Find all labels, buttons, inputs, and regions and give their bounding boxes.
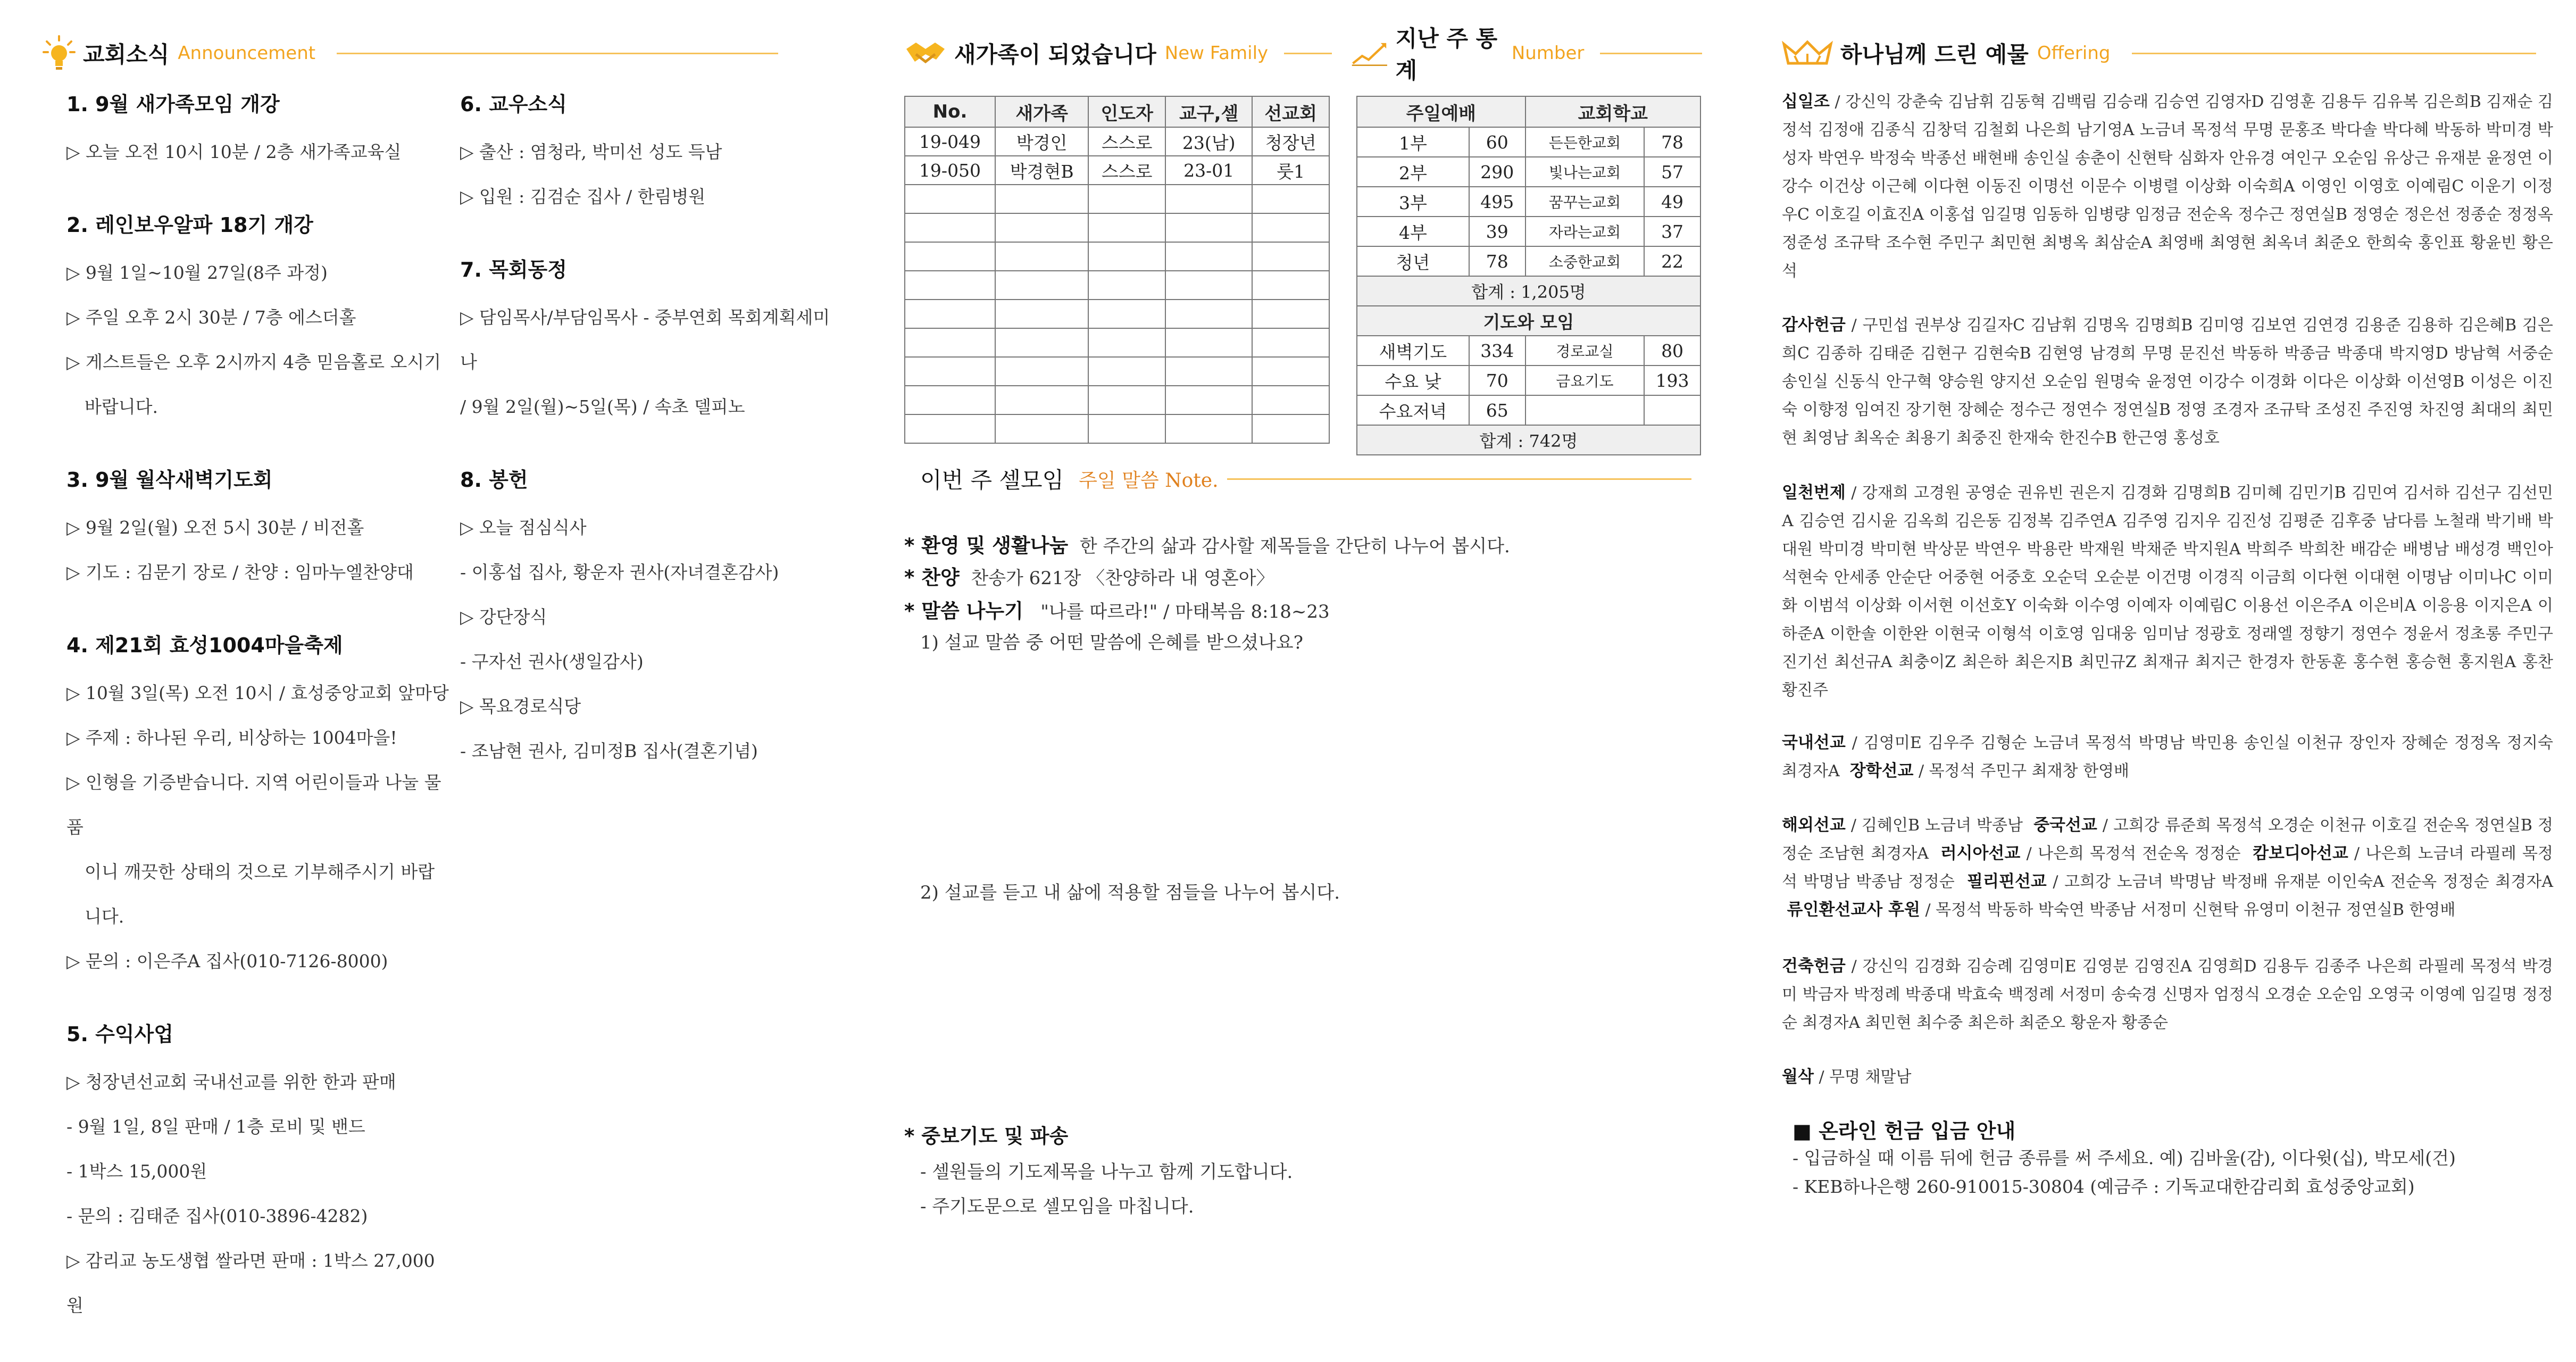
announcement-item-line: - 문의 : 김태준 집사(010-3896-4282) <box>66 1206 368 1226</box>
online-offering-info <box>1793 1115 2553 1201</box>
announcement-item-line: 바랍니다. <box>85 396 159 417</box>
announcement-item-heading: 7. 목회동정 <box>460 258 567 281</box>
offering-scholar-label: 장학선교 <box>1849 761 1914 780</box>
announcement-list-right <box>460 88 843 808</box>
new-family-cell <box>995 414 1088 443</box>
announcement-item <box>66 629 449 984</box>
table-row <box>905 156 1329 185</box>
new-family-cell <box>905 328 995 357</box>
new-family-header <box>904 29 1332 77</box>
new-family-cell <box>905 386 995 414</box>
offering-overseas-names: / 김혜인B 노금녀 박종남 <box>1845 816 2023 835</box>
table-row-empty <box>905 271 1329 300</box>
stats-cell: 꿈꾸는교회 <box>1525 187 1644 217</box>
table-row-empty <box>905 185 1329 213</box>
offering-title: 하나님께 드린 예물 <box>1840 41 2029 68</box>
offering-overseas <box>1782 811 2553 924</box>
announcement-item-heading: 5. 수익사업 <box>66 1023 173 1046</box>
new-family-cell <box>1165 242 1252 271</box>
new-family-cell <box>905 271 995 300</box>
cell-meeting-title: 이번 주 셀모임 <box>920 467 1064 493</box>
cell-question-1: 1) 설교 말씀 중 어떤 말씀에 은혜를 받으셨나요? <box>920 632 1303 653</box>
announcement-item <box>460 463 843 774</box>
stats-cell: 22 <box>1644 246 1700 276</box>
new-family-column-header: 인도자 <box>1088 96 1165 127</box>
offering-china-label: 중국선교 <box>2033 816 2097 835</box>
stats-cell: 청년 <box>1357 246 1469 276</box>
cell-meeting-divider <box>1227 478 1691 480</box>
stats-cell: 빛나는교회 <box>1525 157 1644 187</box>
new-family-table <box>904 96 1330 444</box>
new-family-cell <box>1088 357 1165 386</box>
stats-cell <box>1644 395 1700 425</box>
new-family-cell <box>905 185 995 213</box>
announcement-item-line: ▷ 출산 : 염청라, 박미선 성도 득남 <box>460 142 722 162</box>
announcement-item-line: ▷ 주일 오후 2시 30분 / 7층 에스더홀 <box>66 307 356 328</box>
offering-overseas-label: 해외선교 <box>1782 816 1846 835</box>
offering-divider <box>2132 53 2536 54</box>
table-row <box>1357 157 1700 187</box>
stats-cell: 78 <box>1644 127 1700 157</box>
offering-building <box>1782 952 2553 1037</box>
table-row <box>1357 306 1700 336</box>
offering-ryu-label: 류인환선교사 후원 <box>1787 900 1920 919</box>
stats-cell: 수요저녁 <box>1357 395 1469 425</box>
cell-prayer-b: - 주기도문으로 셀모임을 마칩니다. <box>920 1196 1194 1217</box>
announcement-header <box>43 29 814 77</box>
offering-thanks <box>1782 311 2553 452</box>
new-family-cell <box>1088 242 1165 271</box>
new-family-cell: 23-01 <box>1165 156 1252 185</box>
stats-divider <box>1600 53 1702 54</box>
announcement-item-line: - 조남현 권사, 김미정B 집사(결혼기념) <box>460 741 758 761</box>
new-family-cell: 23(남) <box>1165 127 1252 156</box>
new-family-cell <box>1252 271 1329 300</box>
announcement-item-line: ▷ 담임목사/부담임목사 - 중부연회 목회계획세미나 <box>460 307 830 372</box>
announcement-item-line: ▷ 9월 2일(월) 오전 5시 30분 / 비전홀 <box>66 517 364 538</box>
table-row-empty <box>905 414 1329 443</box>
table-row-empty <box>905 357 1329 386</box>
cell-word-line <box>904 595 1330 624</box>
new-family-cell <box>995 357 1088 386</box>
new-family-cell <box>1252 414 1329 443</box>
table-row-empty <box>905 386 1329 414</box>
new-family-cell <box>995 386 1088 414</box>
offering-russia-names: / 나은희 목정석 전순옥 정정순 <box>2020 844 2241 863</box>
announcement-item <box>66 209 449 429</box>
stats-cell: 80 <box>1644 336 1700 366</box>
announcement-item <box>66 1018 449 1328</box>
cell-praise-line <box>904 561 1274 590</box>
stats-cell: 새벽기도 <box>1357 336 1469 366</box>
announcement-divider <box>337 53 778 54</box>
offering-monthly-names: / 무명 채말남 <box>1813 1068 1912 1086</box>
offering-phil-names: / 고희강 노금녀 박명남 박정배 유재분 이인숙A 전순옥 정정순 최경자A <box>2046 873 2553 891</box>
stats-cell: 소중한교회 <box>1525 246 1644 276</box>
new-family-cell <box>905 213 995 242</box>
new-family-cell: 박경현B <box>995 156 1088 185</box>
table-row <box>1357 276 1700 306</box>
stats-cell <box>1525 395 1644 425</box>
table-row-empty <box>905 328 1329 357</box>
cell-prayer-line <box>904 1120 1068 1149</box>
new-family-cell <box>1165 185 1252 213</box>
announcement-item-heading: 3. 9월 월삭새벽기도회 <box>66 468 273 492</box>
offering-building-label: 건축헌금 <box>1782 957 1846 976</box>
new-family-cell <box>995 185 1088 213</box>
new-family-cell <box>905 414 995 443</box>
announcement-item-line: - 1박스 15,000원 <box>66 1161 207 1182</box>
stats-cell: 37 <box>1644 217 1700 246</box>
cell-praise-text: 찬송가 621장 〈찬양하라 내 영혼아〉 <box>971 568 1274 589</box>
announcement-item-line: - 구자선 권사(생일감사) <box>460 651 644 672</box>
announcement-item-line: ▷ 강단장식 <box>460 607 547 627</box>
stats-cell: 경로교실 <box>1525 336 1644 366</box>
lightbulb-icon <box>43 35 76 71</box>
offering-monthly-label: 월삭 <box>1782 1067 1814 1086</box>
table-row-empty <box>905 213 1329 242</box>
stats-cell: 49 <box>1644 187 1700 217</box>
cell-praise-label: * 찬양 <box>904 566 960 589</box>
table-row <box>1357 425 1700 455</box>
offering-tithe-label: 십일조 <box>1782 92 1830 111</box>
table-row <box>1357 217 1700 246</box>
announcement-item-line: ▷ 10월 3일(목) 오전 10시 / 효성중앙교회 앞마당 <box>66 683 449 703</box>
new-family-cell <box>1252 386 1329 414</box>
new-family-cell <box>1165 328 1252 357</box>
table-row <box>1357 395 1700 425</box>
announcement-item-heading: 4. 제21회 효성1004마을축제 <box>66 634 343 657</box>
new-family-cell <box>1088 271 1165 300</box>
new-family-cell <box>1088 213 1165 242</box>
stats-school-header: 교회학교 <box>1525 96 1700 127</box>
stats-prayer-header: 기도와 모임 <box>1357 306 1700 336</box>
announcement-item-line: ▷ 오늘 오전 10시 10분 / 2층 새가족교육실 <box>66 142 402 162</box>
chart-icon <box>1351 38 1388 68</box>
offering-cambodia-label: 캄보디아선교 <box>2253 844 2348 863</box>
new-family-cell: 스스로 <box>1088 156 1165 185</box>
announcement-item-heading: 8. 봉헌 <box>460 468 528 492</box>
new-family-column-header: 선교회 <box>1252 96 1329 127</box>
stats-cell: 2부 <box>1357 157 1469 187</box>
stats-cell: 3부 <box>1357 187 1469 217</box>
announcement-item-line: ▷ 감리교 농도생협 쌀라면 판매 : 1박스 27,000원 <box>66 1250 435 1316</box>
stats-cell: 495 <box>1469 187 1525 217</box>
new-family-cell <box>905 300 995 328</box>
handshake-icon <box>904 38 947 68</box>
announcement-item <box>460 88 843 219</box>
announcement-title-en: Announcement <box>178 43 316 64</box>
stats-cell: 39 <box>1469 217 1525 246</box>
table-row <box>1357 336 1700 366</box>
stats-cell: 193 <box>1644 366 1700 395</box>
stats-header <box>1351 26 1702 84</box>
new-family-cell <box>1165 300 1252 328</box>
new-family-cell <box>1165 357 1252 386</box>
stats-title: 지난 주 통계 <box>1395 26 1498 84</box>
new-family-cell <box>1252 357 1329 386</box>
new-family-column-header: 새가족 <box>995 96 1088 127</box>
offering-scholar-names: / 목정석 주민구 최재창 한영배 <box>1913 762 2130 780</box>
new-family-cell <box>1088 300 1165 328</box>
announcement-item-line: ▷ 입원 : 김검순 집사 / 한림병원 <box>460 186 706 207</box>
new-family-cell <box>1165 386 1252 414</box>
new-family-cell: 박경인 <box>995 127 1088 156</box>
announcement-item-line: ▷ 오늘 점심식사 <box>460 517 587 538</box>
new-family-cell <box>1252 242 1329 271</box>
stats-cell: 78 <box>1469 246 1525 276</box>
announcement-item-line: / 9월 2일(월)~5일(목) / 속초 델피노 <box>460 396 745 417</box>
new-family-cell <box>1088 328 1165 357</box>
stats-sunday-header: 주일예배 <box>1357 96 1525 127</box>
new-family-cell <box>1165 213 1252 242</box>
offering-ryu-names: / 목정석 박동하 박숙연 박종남 서정미 신현탁 유영미 이천규 정연실B 한영배 <box>1920 901 2456 919</box>
new-family-cell <box>995 242 1088 271</box>
offering-thanks-label: 감사헌금 <box>1782 315 1846 335</box>
cell-welcome-text: 한 주간의 삶과 감사할 제목들을 간단히 나누어 봅시다. <box>1079 536 1510 557</box>
table-row <box>1357 127 1700 157</box>
new-family-title-en: New Family <box>1164 43 1269 64</box>
crown-icon <box>1782 40 1833 67</box>
cell-welcome-line <box>904 529 1510 558</box>
new-family-cell: 19-049 <box>905 127 995 156</box>
offering-title-en: Offering <box>2037 43 2111 64</box>
offering-domestic <box>1782 729 2553 785</box>
announcement-item <box>66 88 449 175</box>
table-row <box>905 127 1329 156</box>
offering-first-label: 일천번제 <box>1782 483 1846 502</box>
new-family-cell <box>905 242 995 271</box>
announcement-item-line: ▷ 게스트들은 오후 2시까지 4층 믿음홀로 오시기 <box>66 352 441 372</box>
offering-first-names: / 강재희 고경원 공영순 권유빈 권은지 김경화 김명희B 김미혜 김민기B 김민여 김서하 김선구 김선민A 김승연 김시윤 김옥희 김은동 김정복 김주연A 김주영 김지우 김진성 김평준 김후중 남다름 노철래 박기배 박대원 박미경 박미현 박상문 박연우 박용란 박재원 박채준 박지원A 박희주 박희찬 배감순 배병남 배성경 백인아 석현숙 안세종 안순단 어중현 어중호 오순덕 오순분 이건명 이경직 이금희 이다현 이대현 이명남 이미나C 이미화 이범석 이상화 이서현 이선호Y 이숙화 이수영 이예자 이예림C 이용선 이은주A 이은비A 이응용 이지은A 이하준A 이한솔 이한완 이현국 이형석 이호영 임대웅 임미남 정광호 정래엘 정향기 정연수 정윤서 정초롱 주민구 진기선 최선규A 최충이Z 최은하 최은지B 최민규Z 최재규 최지근 한경자 한동훈 홍수현 홍승현 홍지원A 홍찬 황진주 <box>1782 484 2553 700</box>
new-family-cell: 청장년 <box>1252 127 1329 156</box>
new-family-cell: 룻1 <box>1252 156 1329 185</box>
announcement-title: 교회소식 <box>83 41 170 68</box>
new-family-title: 새가족이 되었습니다 <box>954 41 1156 68</box>
announcement-item-line: ▷ 주제 : 하나된 우리, 비상하는 1004마을! <box>66 727 397 748</box>
new-family-cell <box>1088 414 1165 443</box>
offering-first <box>1782 479 2553 704</box>
offering-phil-label: 필리핀선교 <box>1967 872 2047 891</box>
announcement-item-heading: 6. 교우소식 <box>460 93 567 116</box>
announcement-item-line: ▷ 9월 1일~10월 27일(8주 과정) <box>66 262 328 283</box>
stats-title-en: Number <box>1511 43 1585 64</box>
online-offering-line-2: - KEB하나은행 260-910015-30804 (예금주 : 기독교대한감리회 효성중앙교회) <box>1793 1176 2415 1197</box>
announcement-item <box>460 253 843 429</box>
new-family-cell <box>1252 300 1329 328</box>
table-row <box>1357 366 1700 395</box>
new-family-cell <box>1252 328 1329 357</box>
offering-tithe <box>1782 88 2553 285</box>
offering-cambodia-names: / 나은희 노금녀 라필레 목정석 박명남 박종남 정정순 <box>1782 844 2554 891</box>
cell-question-2: 2) 설교를 듣고 내 삶에 적용할 점들을 나누어 봅시다. <box>920 882 1340 903</box>
stats-table <box>1356 96 1701 455</box>
stats-cell: 334 <box>1469 336 1525 366</box>
stats-cell: 1부 <box>1357 127 1469 157</box>
new-family-cell <box>905 357 995 386</box>
online-offering-title: ■ 온라인 헌금 입금 안내 <box>1793 1119 2016 1143</box>
stats-total-2: 합계 : 742명 <box>1357 425 1700 455</box>
table-row-empty <box>905 300 1329 328</box>
stats-cell: 4부 <box>1357 217 1469 246</box>
new-family-cell <box>1088 185 1165 213</box>
new-family-cell <box>1165 271 1252 300</box>
stats-cell: 수요 낮 <box>1357 366 1469 395</box>
stats-cell: 57 <box>1644 157 1700 187</box>
cell-word-label: * 말씀 나누기 <box>904 600 1023 622</box>
new-family-cell <box>1252 213 1329 242</box>
stats-cell: 자라는교회 <box>1525 217 1644 246</box>
table-row <box>1357 187 1700 217</box>
offering-monthly <box>1782 1063 2553 1091</box>
announcement-item-line: ▷ 청장년선교회 국내선교를 위한 한과 판매 <box>66 1072 396 1092</box>
stats-cell: 든든한교회 <box>1525 127 1644 157</box>
new-family-cell <box>995 271 1088 300</box>
offering-china-names: / 고희강 류준희 목정석 오경순 이천규 이호길 전순옥 정연실B 정정순 조남현 최경자A <box>1782 816 2554 863</box>
announcement-item <box>66 463 449 595</box>
announcement-item-line: ▷ 목요경로식당 <box>460 696 581 717</box>
new-family-cell <box>1088 386 1165 414</box>
offering-tithe-names: / 강신익 강춘숙 김남휘 김동혁 김백림 김승래 김승연 김영자D 김영훈 김용두 김유복 김은희B 김재순 김정석 김정애 김종식 김창덕 김철회 나은희 남기영A 노금녀 목정석 무명 문홍조 박다솔 박다혜 박동하 박미경 박성자 박연우 박정숙 박종선 배현배 송인실 송춘이 신현탁 심화자 안유경 여인구 오순임 유상근 유재분 윤정연 이강수 이건상 이근혜 이다현 이동진 이명선 이문수 이병렬 이상화 이숙희A 이영인 이영호 이예림C 이운기 이정우C 이호길 이효진A 이홍섭 임길명 임동하 임병량 임정금 전순옥 정수근 정연실B 정영순 정은선 정종순 정정옥 정준성 조규탁 조수현 주민구 최민현 최병옥 최삼순A 최영배 최영현 최옥녀 최준오 한희숙 홍인표 황윤빈 황은석 <box>1782 93 2554 280</box>
announcement-item-heading: 1. 9월 새가족모임 개강 <box>66 93 280 116</box>
offering-thanks-names: / 구민섭 권부상 김길자C 김남휘 김명옥 김명희B 김미영 김보연 김연경 김용준 김용하 김은혜B 김은희C 김종하 김태준 김현구 김현숙B 김현영 남경희 무명 문진선 박동하 박종금 박종대 박지영D 방남혁 서중순 송인실 신동식 안구혁 양승원 양지선 오순임 원명숙 윤정연 이강수 이경화 이다은 이상화 이선영B 이성은 이진숙 이향정 임여진 장기현 장혜순 정수근 정연수 정연실B 정영 조경자 조규탁 조성진 주진영 차진영 최대의 최민현 최영남 최옥순 최용기 최중진 한재숙 한진수B 한근영 홍성호 <box>1782 316 2553 447</box>
new-family-cell <box>995 300 1088 328</box>
offering-building-names: / 강신익 김경화 김승례 김영미E 김영분 김영진A 김영희D 김용두 김종주 나은희 라필레 목정석 박경미 박금자 박정례 박종대 박효숙 백정례 서정미 송숙경 신명자 엄정식 오경순 오순임 오영국 이영예 임길명 정정순 최경자A 최민현 최수중 최은하 최준오 황운자 황종순 <box>1782 957 2554 1032</box>
new-family-cell <box>995 328 1088 357</box>
cell-prayer-a: - 셀원들의 기도제목을 나누고 함께 기도합니다. <box>920 1161 1293 1183</box>
new-family-column-header: No. <box>905 96 995 127</box>
announcement-item-line: 이니 깨끗한 상태의 것으로 기부해주시기 바랍니다. <box>85 861 435 927</box>
offering-domestic-names: / 김영미E 김우주 김형순 노금녀 목정석 박명남 박민용 송인실 이천규 장인자 장혜순 정정옥 정지숙 최경자A <box>1782 734 2553 780</box>
online-offering-line-1: - 입금하실 때 이름 뒤에 헌금 종류를 써 주세요. 예) 김바울(감), 이다윗(십), 박모세(건) <box>1793 1148 2456 1168</box>
table-row-empty <box>905 242 1329 271</box>
new-family-divider <box>1284 53 1332 54</box>
announcement-item-line: ▷ 기도 : 김문기 장로 / 찬양 : 임마누엘찬양대 <box>66 562 414 583</box>
new-family-cell: 스스로 <box>1088 127 1165 156</box>
new-family-column-header: 교구,셀 <box>1165 96 1252 127</box>
announcement-item-line: ▷ 인형을 기증받습니다. 지역 어린이들과 나눌 물품 <box>66 772 441 837</box>
cell-prayer-label: * 중보기도 및 파송 <box>904 1125 1069 1148</box>
cell-word-text: "나를 따르라!" / 마태복음 8:18~23 <box>1040 601 1330 622</box>
stats-cell: 290 <box>1469 157 1525 187</box>
stats-cell: 65 <box>1469 395 1525 425</box>
announcement-item-line: ▷ 문의 : 이은주A 집사(010-7126-8000) <box>66 951 388 971</box>
table-row <box>1357 246 1700 276</box>
announcement-item-heading: 2. 레인보우알파 18기 개강 <box>66 213 313 237</box>
announcement-list-left <box>66 88 449 1362</box>
offering-domestic-label: 국내선교 <box>1782 733 1846 752</box>
offering-russia-label: 러시아선교 <box>1940 844 2021 863</box>
offering-header <box>1782 29 2553 77</box>
new-family-cell: 19-050 <box>905 156 995 185</box>
announcement-item-line: - 이홍섭 집사, 황운자 권사(자녀결혼감사) <box>460 562 779 583</box>
cell-welcome-label: * 환영 및 생활나눔 <box>904 534 1069 557</box>
new-family-cell <box>1252 185 1329 213</box>
stats-total-1: 합계 : 1,205명 <box>1357 276 1700 306</box>
cell-meeting-header <box>920 463 1707 495</box>
stats-cell: 60 <box>1469 127 1525 157</box>
announcement-item-line: - 9월 1일, 8일 판매 / 1층 로비 및 밴드 <box>66 1116 365 1137</box>
new-family-cell <box>1165 414 1252 443</box>
cell-meeting-subtitle: 주일 말씀 Note. <box>1079 469 1219 492</box>
stats-cell: 70 <box>1469 366 1525 395</box>
stats-cell: 금요기도 <box>1525 366 1644 395</box>
new-family-cell <box>995 213 1088 242</box>
